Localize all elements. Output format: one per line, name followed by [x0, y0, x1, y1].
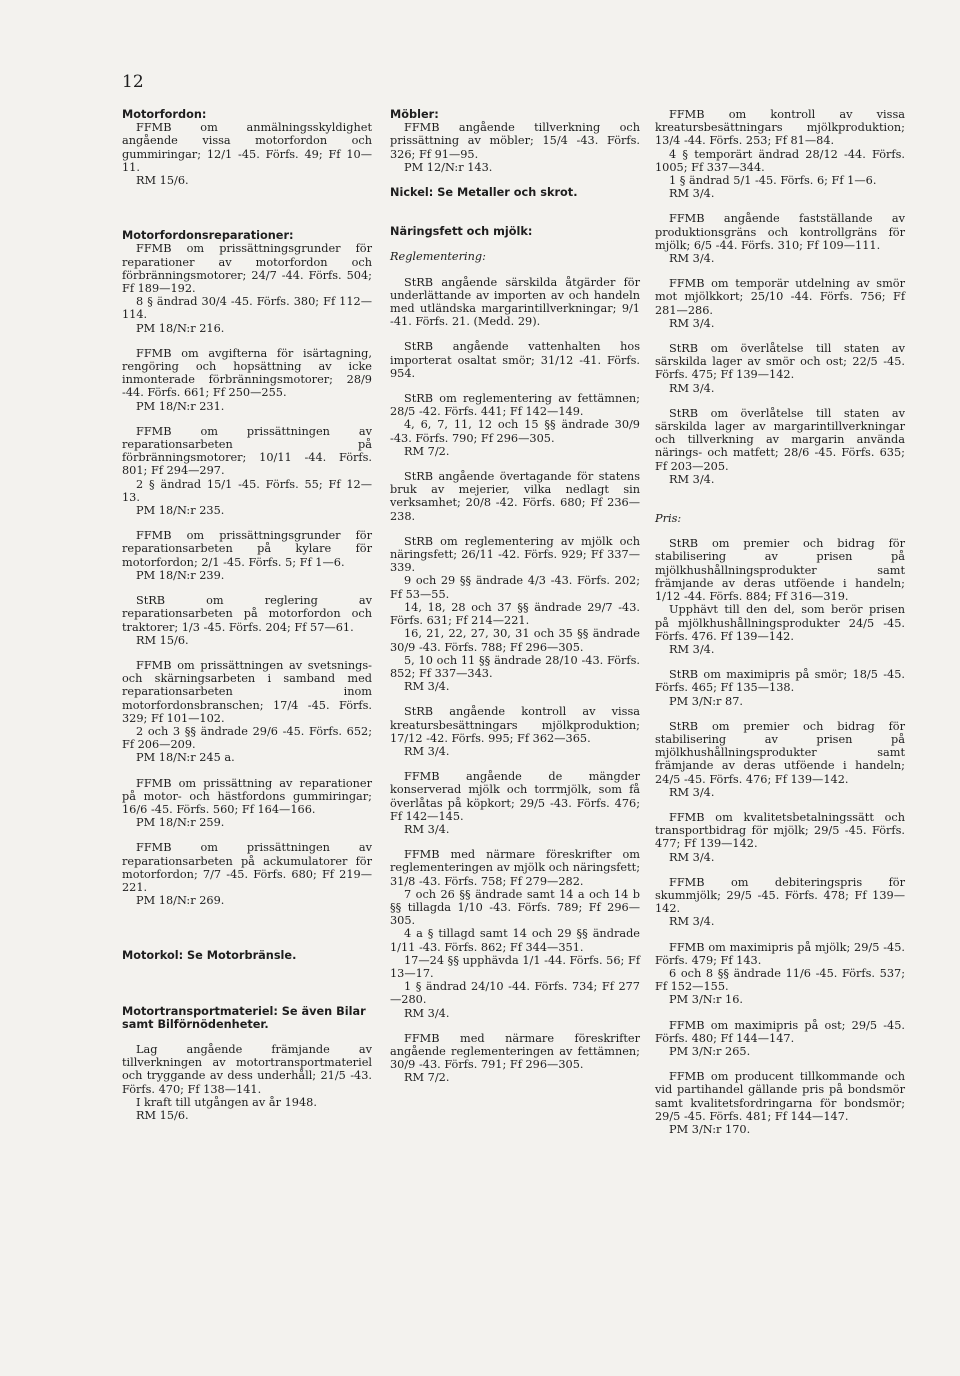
spacer: [390, 380, 640, 392]
entry-text: RM 3/4.: [669, 472, 715, 486]
spacer: [655, 708, 905, 720]
spacer: [122, 187, 372, 229]
spacer: [390, 238, 640, 250]
spacer: [390, 836, 640, 848]
entry-text: FFMB om prissättningsgrunder för reparationsarbeten på kylare för motorfordon; 2/1 -45. Förfs. 5; Ff 1—6.: [122, 529, 372, 569]
entry-text: RM 7/2.: [404, 444, 450, 458]
entry-text: StRB om premier och bidrag för stabilisering av prisen på mjölkhushållningsprodukter samt främjande av deras utföende i handeln; 1/12 -44. Förfs. 884; Ff 316—319.: [655, 537, 905, 604]
spacer: [122, 829, 372, 841]
spacer: [390, 523, 640, 535]
entry-text: RM 3/4.: [669, 187, 715, 201]
entry-text: PM 18/N:r 259.: [136, 816, 225, 830]
entry-text: RM 15/6.: [136, 1108, 189, 1122]
entry-text: StRB om premier och bidrag för stabilisering av prisen på mjölkhushållningsprodukter samt främjande av deras utföende i handeln; 24/5 -45. Förfs. 476; Ff 139—142.: [655, 719, 905, 786]
entry-text: 1 § ändrad 5/1 -45. Förfs. 6; Ff 1—6.: [669, 174, 877, 188]
entry-text: PM 3/N:r 265.: [669, 1044, 751, 1058]
entry-text: RM 3/4.: [669, 642, 715, 656]
entry-text: PM 18/N:r 269.: [136, 894, 225, 908]
entry-text: RM 3/4.: [404, 1006, 450, 1020]
column-middle: [390, 108, 640, 1085]
entry-text: 7 och 26 §§ ändrade samt 14 a och 14 b §§ tillagda 1/10 -43. Förfs. 789; Ff 296—305.: [390, 887, 640, 928]
entry-text: FFMB om prissättningsgrunder för reparationer av motorfordon och förbränningsmotorer; 24/7 -44. Förfs. 504; Ff 189—192.: [122, 242, 372, 296]
entry-text: RM 3/4.: [669, 252, 715, 266]
spacer: [655, 929, 905, 941]
section-heading: Motorfordon:: [122, 108, 207, 121]
spacer: [655, 486, 905, 512]
spacer: [655, 265, 905, 277]
entry-text: FFMB om prissättningen av reparationsarbeten på ackumulatorer för motorfordon; 7/7 -45. Förfs. 680; Ff 219—221.: [122, 841, 372, 894]
entry-text: StRB om maximipris på smör; 18/5 -45. Förfs. 465; Ff 135—138.: [655, 668, 905, 695]
entry-text: 9 och 29 §§ ändrade 4/3 -43. Förfs. 202; Ff 53—55.: [390, 574, 640, 601]
entry-text: 8 § ändrad 30/4 -45. Förfs. 380; Ff 112—114.: [122, 295, 372, 322]
entry-text: FFMB om anmälningsskyldighet angående vissa motorfordon och gummiringar; 12/1 -45. Förfs. 49; Ff 10—11.: [122, 121, 372, 174]
entry-text: StRB angående kontroll av vissa kreatursbesättningars mjölkproduktion; 17/12 -42. Förfs. 995; Ff 362—365.: [390, 705, 640, 745]
entry-text: FFMB angående de mängder konserverad mjölk och torrmjölk, som få överlåtas på köpkort; 29/5 -43. Förfs. 476; Ff 142—145.: [390, 770, 640, 823]
spacer: [655, 656, 905, 668]
entry-text: Upphävt till den del, som berör prisen på mjölkhushållningsprodukter 24/5 -45. Förfs. 476. Ff 139—142.: [655, 603, 905, 643]
entry-text: Lag angående främjande av tillverkningen av motortransportmateriel och tryggande av dess underhåll; 21/5 -43. Förfs. 470; Ff 138—141.: [122, 1042, 372, 1096]
spacer: [122, 647, 372, 659]
entry-text: 17—24 §§ upphävda 1/1 -44. Förfs. 56; Ff 13—17.: [390, 953, 640, 980]
entry-text: 4, 6, 7, 11, 12 och 15 §§ ändrade 30/9 -43. Förfs. 790; Ff 296—305.: [390, 418, 640, 445]
entry-text: FFMB med närmare föreskrifter angående reglementeringen av fettämnen; 30/9 -43. Förfs. 791; Ff 296—305.: [390, 1031, 640, 1072]
entry-text: FFMB med närmare föreskrifter om reglementeringen av mjölk och näringsfett; 31/8 -43. Förfs. 758; Ff 279—282.: [390, 848, 640, 888]
entry-text: RM 15/6.: [136, 633, 189, 647]
entry-text: RM 3/4.: [669, 316, 715, 330]
entry-text: FFMB om prissättningen av reparationsarbeten på förbränningsmotorer; 10/11 -44. Förfs. 801; Ff 294—297.: [122, 424, 372, 478]
spacer: [122, 765, 372, 777]
entry-text: RM 3/4.: [404, 680, 450, 694]
entry-text: 2 och 3 §§ ändrade 29/6 -45. Förfs. 652; Ff 206—209.: [122, 724, 372, 752]
entry-text: PM 12/N:r 143.: [404, 160, 493, 174]
entry-text: FFMB om temporär utdelning av smör mot mjölkkort; 25/10 -44. Förfs. 756; Ff 281—286.: [655, 277, 905, 317]
page-number: 12: [122, 72, 144, 92]
section-heading: Näringsfett och mjölk:: [390, 225, 533, 239]
entry-text: RM 3/4.: [669, 850, 715, 864]
entry-text: RM 3/4.: [669, 785, 715, 799]
entry-text: FFMB om producent tillkommande och vid partihandel gällande pris på bondsmör samt kvalitetsfordringarna för bondsmör; 29/5 -45. Förfs. 481; Ff 144—147.: [655, 1070, 905, 1123]
column-left: [122, 108, 372, 1122]
entry-text: StRB angående särskilda åtgärder för underlättande av importen av och handeln med utländska margarintillverkningar; 9/1 -41. Förfs. 21. (Medd. 29).: [390, 275, 640, 329]
entry-text: StRB angående övertagande för statens bruk av mejerier, vilka nedlagt sin verksamhet; 20/8 -42. Förfs. 680; Ff 236—238.: [390, 470, 640, 523]
spacer: [390, 199, 640, 225]
entry-text: StRB om överlåtelse till staten av särskilda lager av margarintillverkningar och tillverkning av margarin använda närings- och matfett; 28/6 -45. Förfs. 635; Ff 203—205.: [655, 406, 905, 473]
entry-text: RM 15/6.: [136, 174, 189, 188]
entry-text: RM 3/4.: [669, 381, 715, 395]
column-right: [655, 108, 905, 1136]
section-heading: Motorfordonsreparationer:: [122, 229, 294, 243]
entry-text: FFMB angående tillverkning och prissättning av möbler; 15/4 -43. Förfs. 326; Ff 91—95.: [390, 121, 640, 161]
spacer: [655, 395, 905, 407]
entry-text: 16, 21, 22, 27, 30, 31 och 35 §§ ändrade 30/9 -43. Förfs. 788; Ff 296—305.: [390, 627, 640, 654]
spacer: [122, 413, 372, 425]
entry-text: StRB om reglementering av mjölk och näringsfett; 26/11 -42. Förfs. 929; Ff 337—339.: [390, 534, 640, 575]
entry-text: 14, 18, 28 och 37 §§ ändrade 29/7 -43. Förfs. 631; Ff 214—221.: [390, 600, 640, 628]
spacer: [122, 335, 372, 347]
spacer: [655, 864, 905, 876]
entry-text: StRB angående vattenhalten hos importerat osaltat smör; 31/12 -41. Förfs. 954.: [390, 340, 640, 380]
spacer: [122, 1031, 372, 1043]
spacer: [655, 799, 905, 811]
entry-text: PM 18/N:r 245 a.: [136, 751, 235, 765]
entry-text: FFMB om prissättning av reparationer på motor- och hästfordons gummiringar; 16/6 -45. Förfs. 560; Ff 164—166.: [122, 776, 372, 816]
spacer: [390, 693, 640, 705]
entry-text: RM 7/2.: [404, 1071, 450, 1085]
section-heading: Motorkol: Se Motorbränsle.: [122, 949, 297, 963]
spacer: [655, 330, 905, 342]
spacer: [122, 907, 372, 949]
entry-text: FFMB om kvalitetsbetalningssätt och transportbidrag för mjölk; 29/5 -45. Förfs. 477; Ff 139—142.: [655, 810, 905, 851]
section-heading: Möbler:: [390, 108, 439, 121]
entry-text: StRB om reglementering av fettämnen; 28/5 -42. Förfs. 441; Ff 142—149.: [390, 392, 640, 419]
entry-text: PM 18/N:r 239.: [136, 568, 225, 582]
entry-text: PM 3/N:r 16.: [669, 993, 743, 1007]
entry-text: I kraft till utgången av år 1948.: [136, 1095, 317, 1109]
subheading: Reglementering:: [390, 250, 486, 264]
entry-text: 4 a § tillagd samt 14 och 29 §§ ändrade 1/11 -43. Förfs. 862; Ff 344—351.: [390, 927, 640, 954]
entry-text: 6 och 8 §§ ändrade 11/6 -45. Förfs. 537; Ff 152—155.: [655, 966, 905, 994]
subheading: Pris:: [655, 512, 682, 526]
entry-text: StRB om reglering av reparationsarbeten på motorfordon och traktorer; 1/3 -45. Förfs. 204; Ff 57—61.: [122, 594, 372, 634]
section-heading: Motortransportmateriel: Se även Bilar samt Bilförnödenheter.: [122, 1004, 366, 1031]
entry-text: 1 § ändrad 24/10 -44. Förfs. 734; Ff 277—280.: [390, 980, 640, 1007]
spacer: [390, 1020, 640, 1032]
entry-text: FFMB om maximipris på ost; 29/5 -45. Förfs. 480; Ff 144—147.: [655, 1018, 905, 1045]
spacer: [390, 264, 640, 276]
entry-text: PM 3/N:r 87.: [669, 694, 743, 708]
entry-text: StRB om överlåtelse till staten av särskilda lager av smör och ost; 22/5 -45. Förfs. 475; Ff 139—142.: [655, 342, 905, 382]
entry-text: FFMB om prissättningen av svetsnings- och skärningsarbeten i samband med reparationsarbeten inom motorfordonsbranschen; 17/4 -45. Förfs. 329; Ff 101—102.: [122, 658, 372, 725]
entry-text: RM 3/4.: [404, 822, 450, 836]
entry-text: 5, 10 och 11 §§ ändrade 28/10 -43. Förfs. 852; Ff 337—343.: [390, 653, 640, 680]
spacer: [390, 758, 640, 770]
spacer: [655, 200, 905, 212]
entry-text: 4 § temporärt ändrad 28/12 -44. Förfs. 1005; Ff 337—344.: [655, 147, 905, 174]
spacer: [390, 328, 640, 340]
entry-text: PM 18/N:r 235.: [136, 504, 225, 518]
spacer: [655, 525, 905, 537]
spacer: [655, 1058, 905, 1070]
section-heading: Nickel: Se Metaller och skrot.: [390, 186, 578, 200]
spacer: [655, 1007, 905, 1019]
spacer: [390, 174, 640, 186]
entry-text: RM 3/4.: [404, 744, 450, 758]
entry-text: FFMB om avgifterna för isärtagning, rengöring och hopsättning av icke inmonterade förbränningsmotorer; 28/9 -44. Förfs. 661; Ff 250—255.: [122, 346, 372, 400]
entry-text: FFMB om debiteringspris för skummjölk; 29/5 -45. Förfs. 478; Ff 139—142.: [655, 875, 905, 916]
spacer: [122, 963, 372, 1005]
entry-text: 2 § ändrad 15/1 -45. Förfs. 55; Ff 12—13.: [122, 477, 372, 504]
entry-text: PM 18/N:r 216.: [136, 321, 225, 335]
spacer: [390, 458, 640, 470]
entry-text: PM 18/N:r 231.: [136, 399, 225, 413]
entry-text: RM 3/4.: [669, 915, 715, 929]
spacer: [122, 517, 372, 529]
spacer: [122, 582, 372, 594]
entry-text: FFMB angående fastställande av produktionsgräns och kontrollgräns för mjölk; 6/5 -44. Förfs. 310; Ff 109—111.: [655, 212, 905, 252]
entry-text: FFMB om maximipris på mjölk; 29/5 -45. Förfs. 479; Ff 143.: [655, 940, 905, 967]
entry-text: FFMB om kontroll av vissa kreatursbesättningars mjölkproduktion; 13/4 -44. Förfs. 253; Ff 81—84.: [655, 108, 905, 148]
entry-text: PM 3/N:r 170.: [669, 1123, 751, 1136]
